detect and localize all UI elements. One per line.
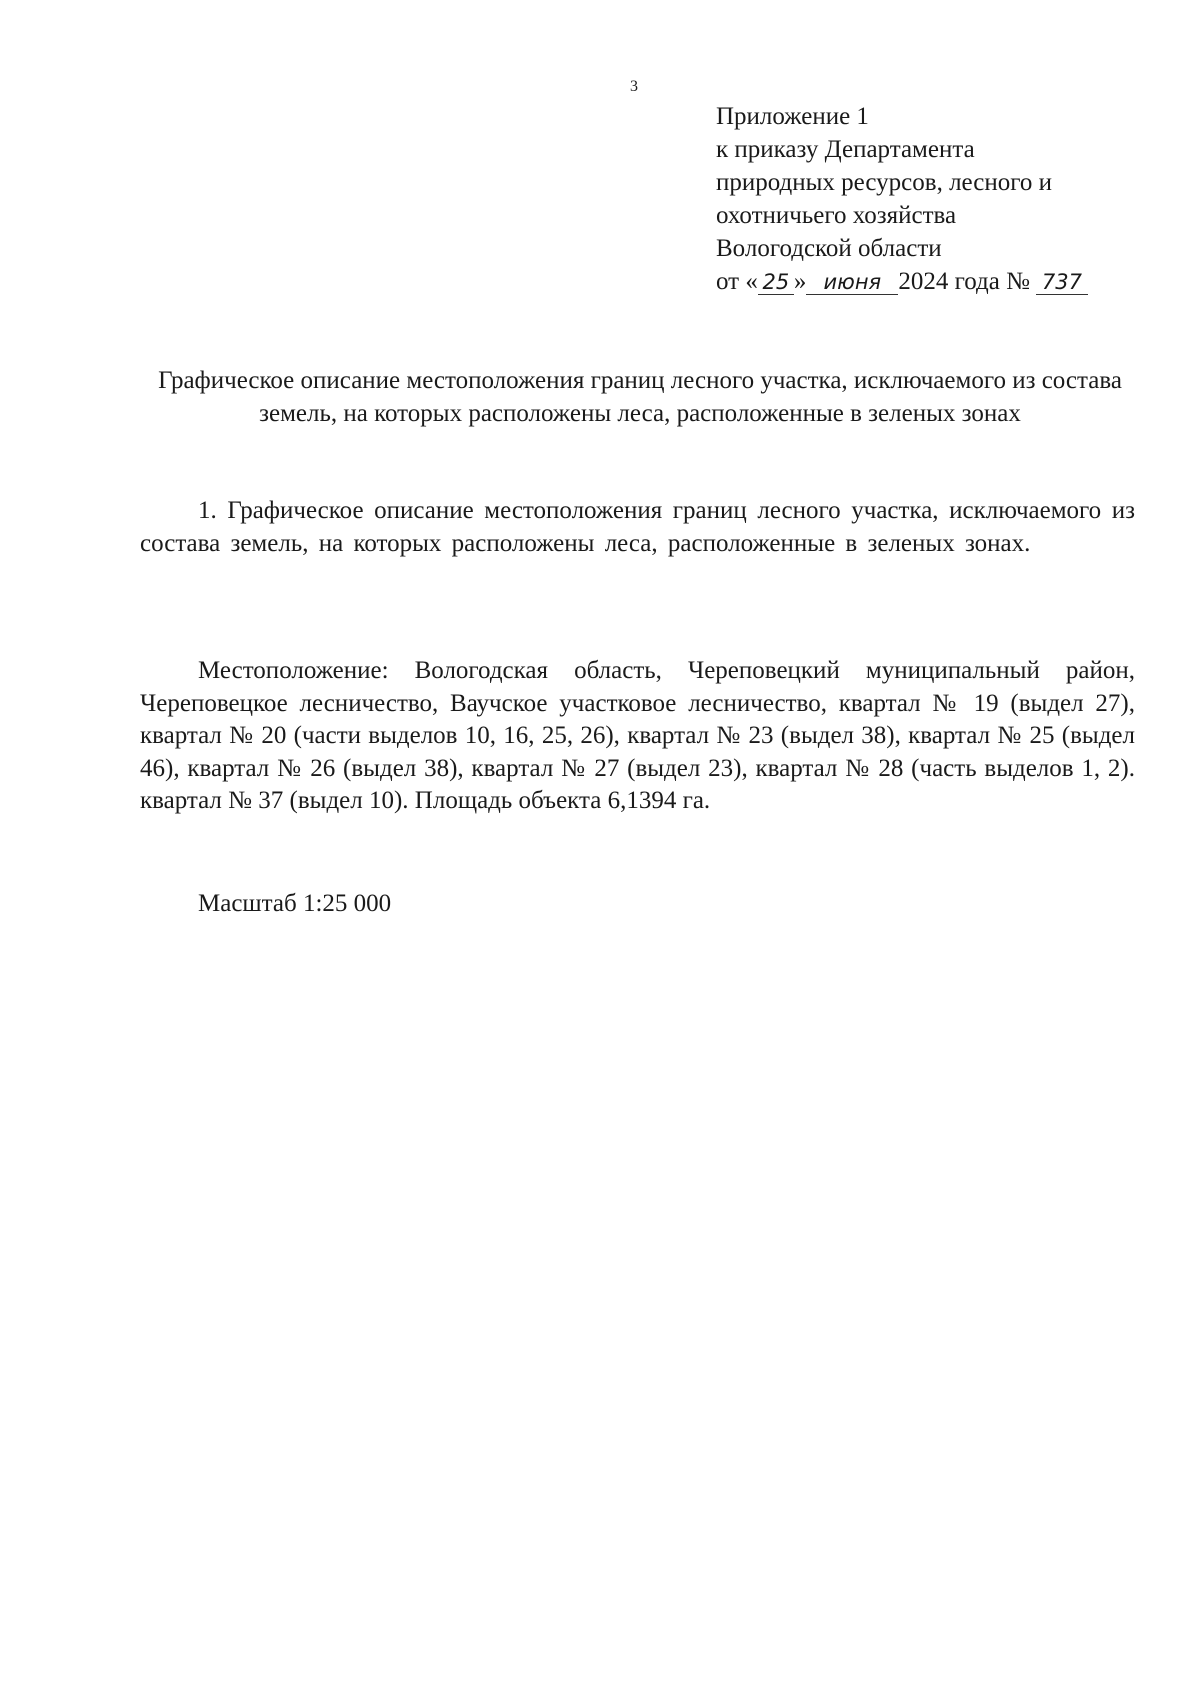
section-1-text: 1. Графическое описание местоположения границ лесного участка, исключаемого из состава земель, на которых расположены леса, расположенные в зеленых зонах. <box>140 497 1135 557</box>
date-year: 2024 года № <box>898 268 1030 295</box>
handwritten-order-number: 737 <box>1036 270 1088 295</box>
handwritten-month: июня <box>806 270 898 295</box>
scale-text: Масштаб 1:25 000 <box>198 890 392 917</box>
appendix-title: Приложение 1 <box>716 103 869 130</box>
document-title: Графическое описание местоположения границ лесного участка, исключаемого из состава земель, на которых расположены леса, расположенные в зеленых зонах <box>158 367 1122 427</box>
location-text: Местоположение: Вологодская область, Череповецкий муниципальный район, Череповецкое лесничество, Ваучское участковое лесничество, квартал № 19 (выдел 27), квартал № 20 (части выделов 10, 16, 25, 26), квартал № 23 (выдел 38), квартал № 25 (выдел 46), квартал № 26 (выдел 38), квартал № 27 (выдел 23), квартал № 28 (часть выделов 1, 2). квартал № 37 (выдел 10). Площадь объекта 6,1394 га. <box>140 657 1135 814</box>
appendix-line-department: природных ресурсов, лесного и <box>716 169 1052 196</box>
appendix-line-hunting: охотничьего хозяйства <box>716 202 957 229</box>
appendix-date-line <box>716 265 1156 298</box>
handwritten-day: 25 <box>758 270 794 295</box>
appendix-line-region: Вологодской области <box>716 235 942 262</box>
date-quote-close: » <box>793 268 807 295</box>
date-prefix: от « <box>716 268 758 295</box>
appendix-header <box>716 100 1156 298</box>
page-number: 3 <box>630 78 638 95</box>
appendix-line-order: к приказу Департамента <box>716 136 975 163</box>
